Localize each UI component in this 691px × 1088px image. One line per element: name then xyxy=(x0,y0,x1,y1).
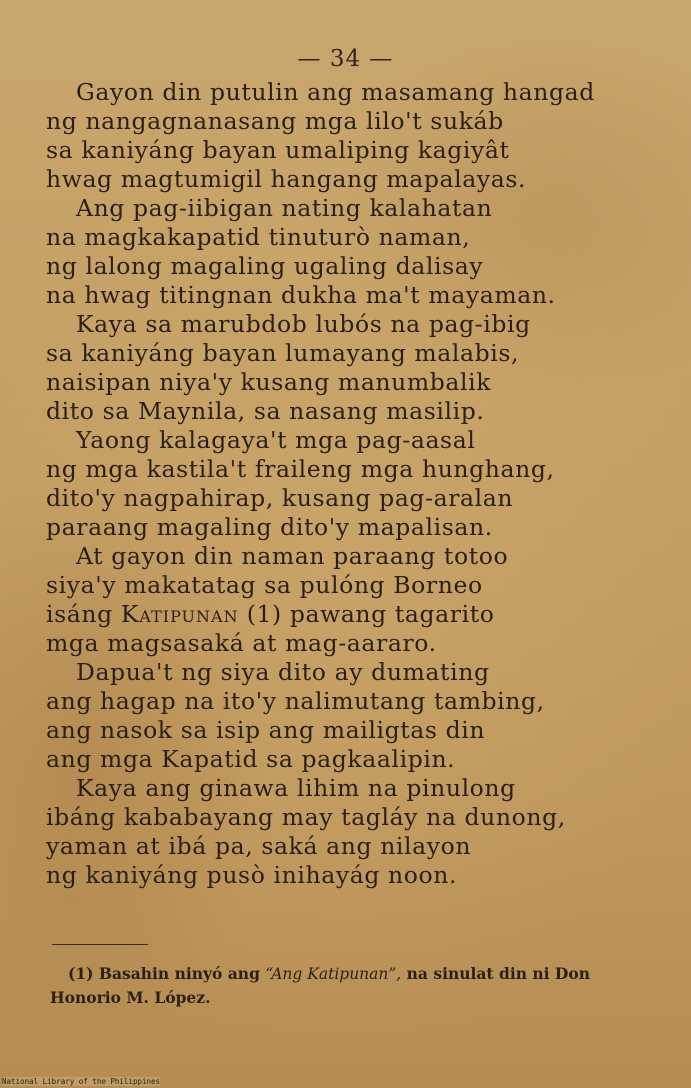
verse-line: yaman at ibá pa, saká ang nilayon xyxy=(46,832,472,860)
verse-line: paraang magaling dito'y mapalisan. xyxy=(46,513,493,541)
verse-line: naisipan niya'y kusang manumbalik xyxy=(46,368,492,396)
stanza-4 xyxy=(46,426,646,542)
library-credit: National Library of the Philippines xyxy=(2,1077,161,1086)
verse-line: Yaong kalagaya't mga pag-aasal xyxy=(76,426,476,454)
verse-line: ng kaniyáng pusò inihayág noon. xyxy=(46,861,458,889)
footnote xyxy=(50,962,680,1009)
stanza-5 xyxy=(46,542,646,658)
verse-line-katipunan xyxy=(46,600,646,629)
verse-line: na hwag titingnan dukha ma't mayaman. xyxy=(46,281,556,309)
footnote-prefix: (1) Basahin ninyó ang xyxy=(68,964,260,983)
verse-line: na magkakapatid tinuturò naman, xyxy=(46,223,471,251)
verse-line: dito'y nagpahirap, kusang pag-aralan xyxy=(46,484,514,512)
footnote-line-1 xyxy=(50,962,680,986)
stanza-1 xyxy=(46,78,646,194)
verse-line: mga magsasaká at mag-aararo. xyxy=(46,629,437,657)
footnote-divider xyxy=(52,944,148,945)
verse-line: sa kaniyáng bayan umaliping kagiyât xyxy=(46,136,510,164)
verse-line: ibáng kababayang may tagláy na dunong, xyxy=(46,803,566,831)
footnote-title: “Ang Katipunan”, xyxy=(265,965,402,983)
verse-line: ang hagap na ito'y nalimutang tambing, xyxy=(46,687,545,715)
verse-line: Kaya sa marubdob lubós na pag-ibig xyxy=(76,310,531,338)
katipunan-name: Katipunan xyxy=(120,600,239,628)
verse-line: Ang pag-iibigan nating kalahatan xyxy=(76,194,493,222)
verse-line: sa kaniyáng bayan lumayang malabis, xyxy=(46,339,520,367)
verse-line: ng mga kastila't fraileng mga hunghang, xyxy=(46,455,555,483)
verse-word: isáng xyxy=(46,600,113,628)
verse-fragment: (1) pawang tagarito xyxy=(246,600,495,628)
verse-line: ng lalong magaling ugaling dalisay xyxy=(46,252,484,280)
footnote-line-2: Honorio M. López. xyxy=(50,988,211,1007)
stanza-3 xyxy=(46,310,646,426)
stanza-2 xyxy=(46,194,646,310)
verse-line: Kaya ang ginawa lihim na pinulong xyxy=(76,774,516,802)
verse-line: ng nangagnanasang mga lilo't sukáb xyxy=(46,107,504,135)
verse-line: siya'y makatatag sa pulóng Borneo xyxy=(46,571,483,599)
verse-line: hwag magtumigil hangang mapalayas. xyxy=(46,165,527,193)
stanza-7 xyxy=(46,774,646,890)
footnote-suffix: na sinulat din ni Don xyxy=(406,964,590,983)
verse-line: At gayon din naman paraang totoo xyxy=(76,542,509,570)
verse-line: Gayon din putulin ang masamang hangad xyxy=(76,78,595,106)
verse-line: dito sa Maynila, sa nasang masilip. xyxy=(46,397,485,425)
verse-line: Dapua't ng siya dito ay dumating xyxy=(76,658,490,686)
page-number: — 34 — xyxy=(297,46,394,72)
verse-line: ang nasok sa isip ang mailigtas din xyxy=(46,716,486,744)
verse-line: ang mga Kapatid sa pagkaalipin. xyxy=(46,745,456,773)
poem-body xyxy=(46,78,646,890)
stanza-6 xyxy=(46,658,646,774)
